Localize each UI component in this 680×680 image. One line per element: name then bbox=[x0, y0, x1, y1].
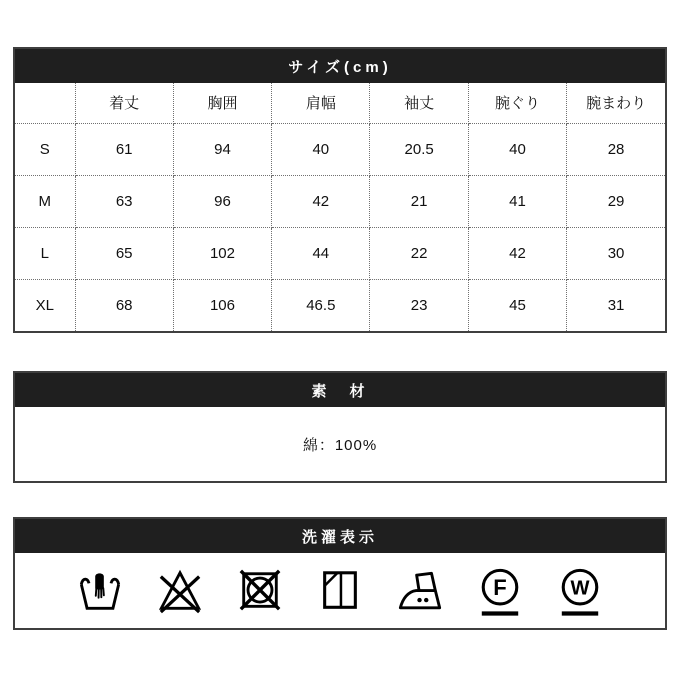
size-cell: 96 bbox=[173, 175, 271, 227]
size-cell: 23 bbox=[370, 279, 468, 331]
hand-wash-icon bbox=[77, 564, 123, 618]
size-cell: 102 bbox=[173, 227, 271, 279]
corner-cell bbox=[15, 83, 75, 123]
size-cell: 44 bbox=[272, 227, 370, 279]
size-chart-title: サイズ(cm) bbox=[15, 49, 665, 83]
size-label: L bbox=[15, 227, 75, 279]
size-cell: 94 bbox=[173, 123, 271, 175]
col-header: 袖丈 bbox=[370, 83, 468, 123]
material-title: 素 材 bbox=[15, 373, 665, 407]
care-title: 洗濯表示 bbox=[15, 519, 665, 553]
size-cell: 22 bbox=[370, 227, 468, 279]
care-icons-row bbox=[15, 553, 665, 628]
size-cell: 45 bbox=[468, 279, 566, 331]
size-cell: 29 bbox=[567, 175, 665, 227]
size-chart-section bbox=[13, 47, 667, 333]
size-table bbox=[15, 83, 665, 331]
size-cell: 40 bbox=[272, 123, 370, 175]
do-not-bleach-icon bbox=[157, 564, 203, 618]
size-row-s bbox=[15, 123, 665, 175]
size-row-m bbox=[15, 175, 665, 227]
size-cell: 28 bbox=[567, 123, 665, 175]
col-header: 腕ぐり bbox=[468, 83, 566, 123]
size-cell: 40 bbox=[468, 123, 566, 175]
material-section bbox=[13, 371, 667, 483]
size-table-header-row bbox=[15, 83, 665, 123]
dry-clean-gentle-icon bbox=[477, 564, 523, 618]
size-row-l bbox=[15, 227, 665, 279]
material-value: 綿：100% bbox=[302, 436, 378, 454]
iron-two-dots-icon bbox=[397, 564, 443, 618]
size-cell: 63 bbox=[75, 175, 173, 227]
col-header: 胸囲 bbox=[173, 83, 271, 123]
size-cell: 31 bbox=[567, 279, 665, 331]
size-label: XL bbox=[15, 279, 75, 331]
size-cell: 42 bbox=[468, 227, 566, 279]
size-cell: 61 bbox=[75, 123, 173, 175]
col-header: 腕まわり bbox=[567, 83, 665, 123]
size-cell: 65 bbox=[75, 227, 173, 279]
size-cell: 68 bbox=[75, 279, 173, 331]
do-not-tumble-dry-icon bbox=[237, 564, 283, 618]
size-label: M bbox=[15, 175, 75, 227]
size-cell: 106 bbox=[173, 279, 271, 331]
col-header: 着丈 bbox=[75, 83, 173, 123]
size-cell: 42 bbox=[272, 175, 370, 227]
dry-clean-letter: F bbox=[493, 574, 507, 600]
size-label: S bbox=[15, 123, 75, 175]
care-label-section bbox=[13, 517, 667, 630]
line-dry-in-shade-icon bbox=[317, 564, 363, 618]
size-cell: 41 bbox=[468, 175, 566, 227]
size-row-xl bbox=[15, 279, 665, 331]
size-cell: 20.5 bbox=[370, 123, 468, 175]
wet-clean-letter: W bbox=[570, 576, 590, 599]
wet-clean-gentle-icon bbox=[557, 564, 603, 618]
size-cell: 21 bbox=[370, 175, 468, 227]
col-header: 肩幅 bbox=[272, 83, 370, 123]
size-cell: 30 bbox=[567, 227, 665, 279]
size-cell: 46.5 bbox=[272, 279, 370, 331]
